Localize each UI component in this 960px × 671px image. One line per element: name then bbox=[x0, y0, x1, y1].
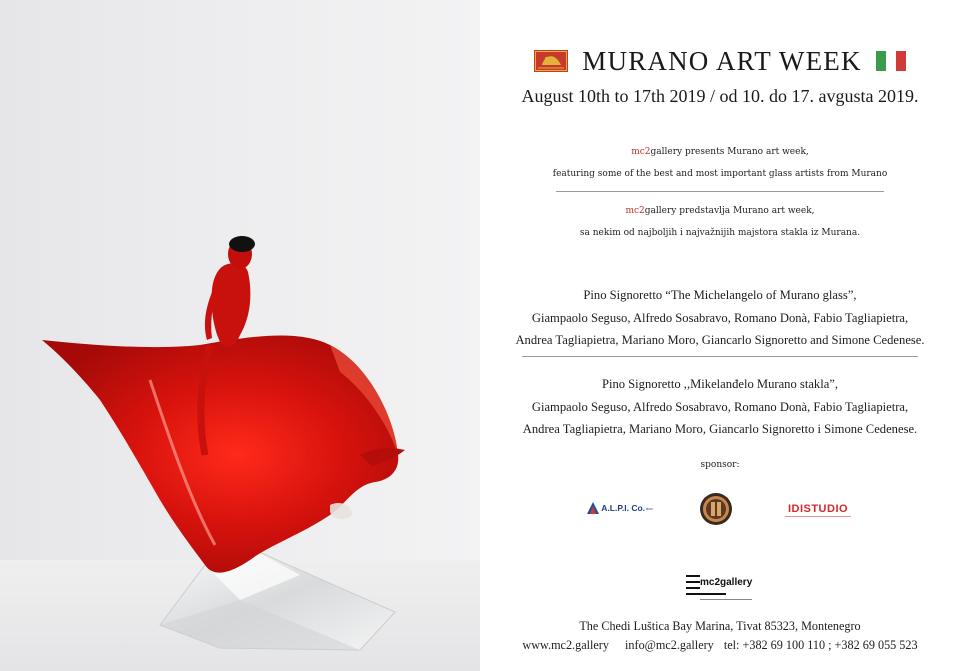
alpi-suffix: doo bbox=[646, 505, 653, 511]
alpi-logo bbox=[580, 498, 660, 518]
title-row bbox=[480, 46, 960, 76]
artists-en-line: Pino Signoretto “The Michelangelo of Murano glass”, bbox=[583, 288, 857, 302]
event-dates: August 10th to 17th 2019 / od 10. do 17. avgusta 2019. bbox=[521, 86, 919, 106]
page-title: MURANO ART WEEK bbox=[582, 45, 862, 76]
footer-email[interactable]: info@mc2.gallery bbox=[625, 638, 714, 652]
intro-me-line1 bbox=[480, 206, 960, 216]
idistudio-tagline-bar bbox=[785, 516, 851, 517]
idistudio-name: IDISTUDIO bbox=[787, 503, 849, 515]
artists-en-line: Giampaolo Seguso, Alfredo Sosabravo, Romano Donà, Fabio Tagliapietra, bbox=[531, 310, 909, 325]
brand-mc2: mc2 bbox=[625, 206, 645, 216]
mc2gallery-logo bbox=[686, 571, 756, 605]
venice-flag-icon bbox=[534, 50, 568, 72]
logo-text: mc2gallery bbox=[700, 577, 753, 588]
invitation-panel bbox=[480, 0, 960, 671]
italy-flag-icon bbox=[876, 51, 906, 71]
logo-bar bbox=[686, 581, 700, 583]
sponsor-label: sponsor: bbox=[700, 460, 740, 470]
artists-en-line: Andrea Tagliapietra, Mariano Moro, Giancarlo Signoretto and Simone Cedenese. bbox=[515, 333, 925, 348]
artists-en bbox=[480, 284, 960, 352]
logo-bar bbox=[686, 587, 700, 589]
intro-en-text: gallery presents Murano art week, bbox=[650, 147, 809, 157]
logo-bar bbox=[686, 575, 700, 577]
emblem-icon bbox=[699, 492, 733, 526]
artists-me-line: Pino Signoretto ,,Mikelanđelo Murano stakla”, bbox=[601, 377, 839, 391]
intro-me-line2: sa nekim od najboljih i najvažnijih majstora stakla iz Murana. bbox=[579, 228, 861, 238]
divider bbox=[556, 191, 884, 192]
alpi-triangle-icon bbox=[587, 502, 599, 514]
brand-mc2: mc2 bbox=[631, 147, 651, 157]
intro-me-text: gallery predstavlja Murano art week, bbox=[644, 206, 815, 216]
idistudio-logo bbox=[776, 500, 860, 520]
divider bbox=[522, 356, 918, 357]
footer-website[interactable]: www.mc2.gallery bbox=[522, 638, 609, 652]
artists-me-line: Andrea Tagliapietra, Mariano Moro, Giancarlo Signoretto i Simone Cedenese. bbox=[522, 422, 918, 437]
circle-emblem-logo bbox=[698, 491, 734, 527]
alpi-name: A.L.P.I. Co. bbox=[601, 503, 646, 513]
footer-phones: tel: +382 69 100 110 ; +382 69 055 523 bbox=[723, 638, 918, 652]
artists-me-line: Giampaolo Seguso, Alfredo Sosabravo, Romano Donà, Fabio Tagliapietra, bbox=[531, 399, 909, 414]
intro-en-line1 bbox=[480, 147, 960, 157]
logo-bar bbox=[686, 593, 726, 595]
footer-contacts bbox=[480, 638, 960, 653]
artists-me bbox=[480, 373, 960, 441]
footer-address: The Chedi Luštica Bay Marina, Tivat 85323, Montenegro bbox=[579, 619, 861, 633]
intro-en-line2: featuring some of the best and most important glass artists from Murano bbox=[552, 169, 888, 179]
logo-underline bbox=[700, 599, 752, 600]
